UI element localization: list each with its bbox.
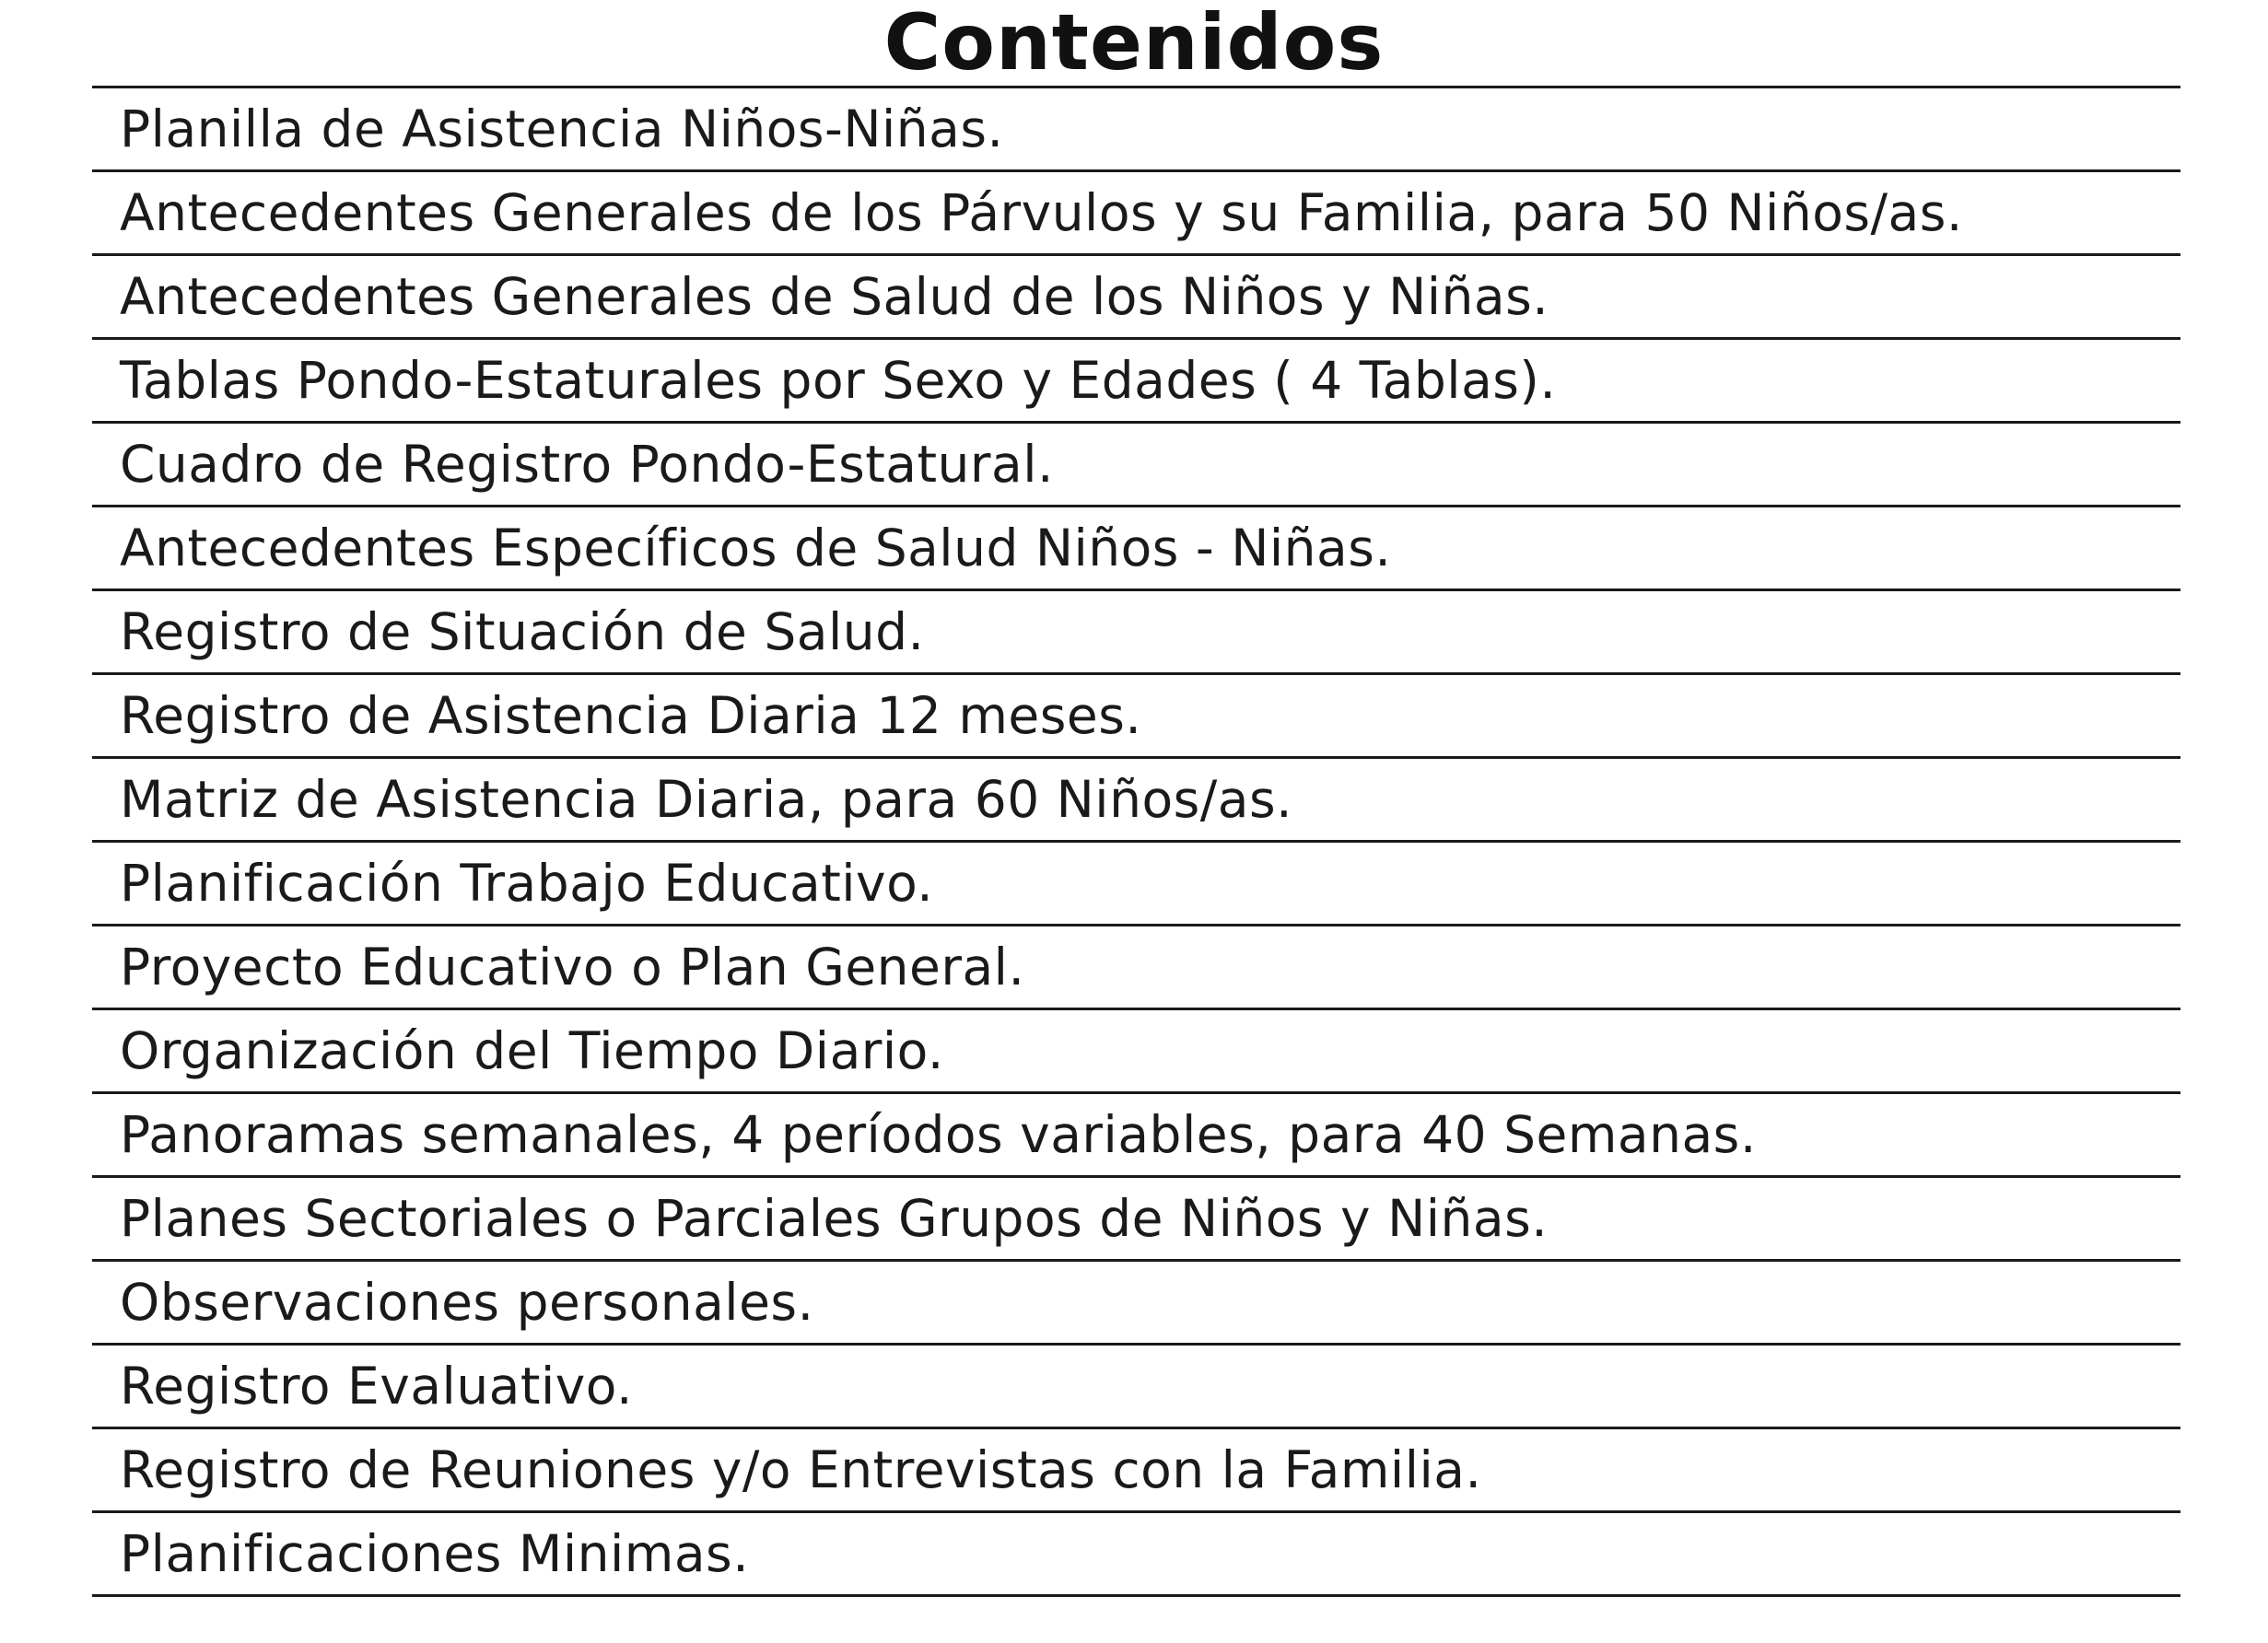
list-item: Registro Evaluativo. (92, 1346, 2180, 1429)
list-item: Panoramas semanales, 4 períodos variables, para 40 Semanas. (92, 1094, 2180, 1178)
list-item: Planilla de Asistencia Niños-Niñas. (92, 88, 2180, 172)
page-title: Contenidos (883, 0, 1385, 87)
list-item: Antecedentes Generales de los Párvulos y su Familia, para 50 Niños/as. (92, 172, 2180, 256)
list-item: Organización del Tiempo Diario. (92, 1010, 2180, 1094)
list-item: Antecedentes Específicos de Salud Niños - Niñas. (92, 507, 2180, 591)
list-item: Matriz de Asistencia Diaria, para 60 Niños/as. (92, 759, 2180, 843)
list-item: Cuadro de Registro Pondo-Estatural. (92, 424, 2180, 507)
contents-list (92, 86, 2180, 1597)
list-item: Planes Sectoriales o Parciales Grupos de Niños y Niñas. (92, 1178, 2180, 1262)
list-item: Registro de Asistencia Diaria 12 meses. (92, 675, 2180, 759)
list-item: Planificación Trabajo Educativo. (92, 843, 2180, 926)
list-item: Observaciones personales. (92, 1262, 2180, 1346)
list-item: Registro de Reuniones y/o Entrevistas con la Familia. (92, 1429, 2180, 1513)
list-item: Planificaciones Minimas. (92, 1513, 2180, 1597)
list-item: Tablas Pondo-Estaturales por Sexo y Edades ( 4 Tablas). (92, 340, 2180, 424)
list-item: Antecedentes Generales de Salud de los Niños y Niñas. (92, 256, 2180, 340)
list-item: Proyecto Educativo o Plan General. (92, 926, 2180, 1010)
list-item: Registro de Situación de Salud. (92, 591, 2180, 675)
